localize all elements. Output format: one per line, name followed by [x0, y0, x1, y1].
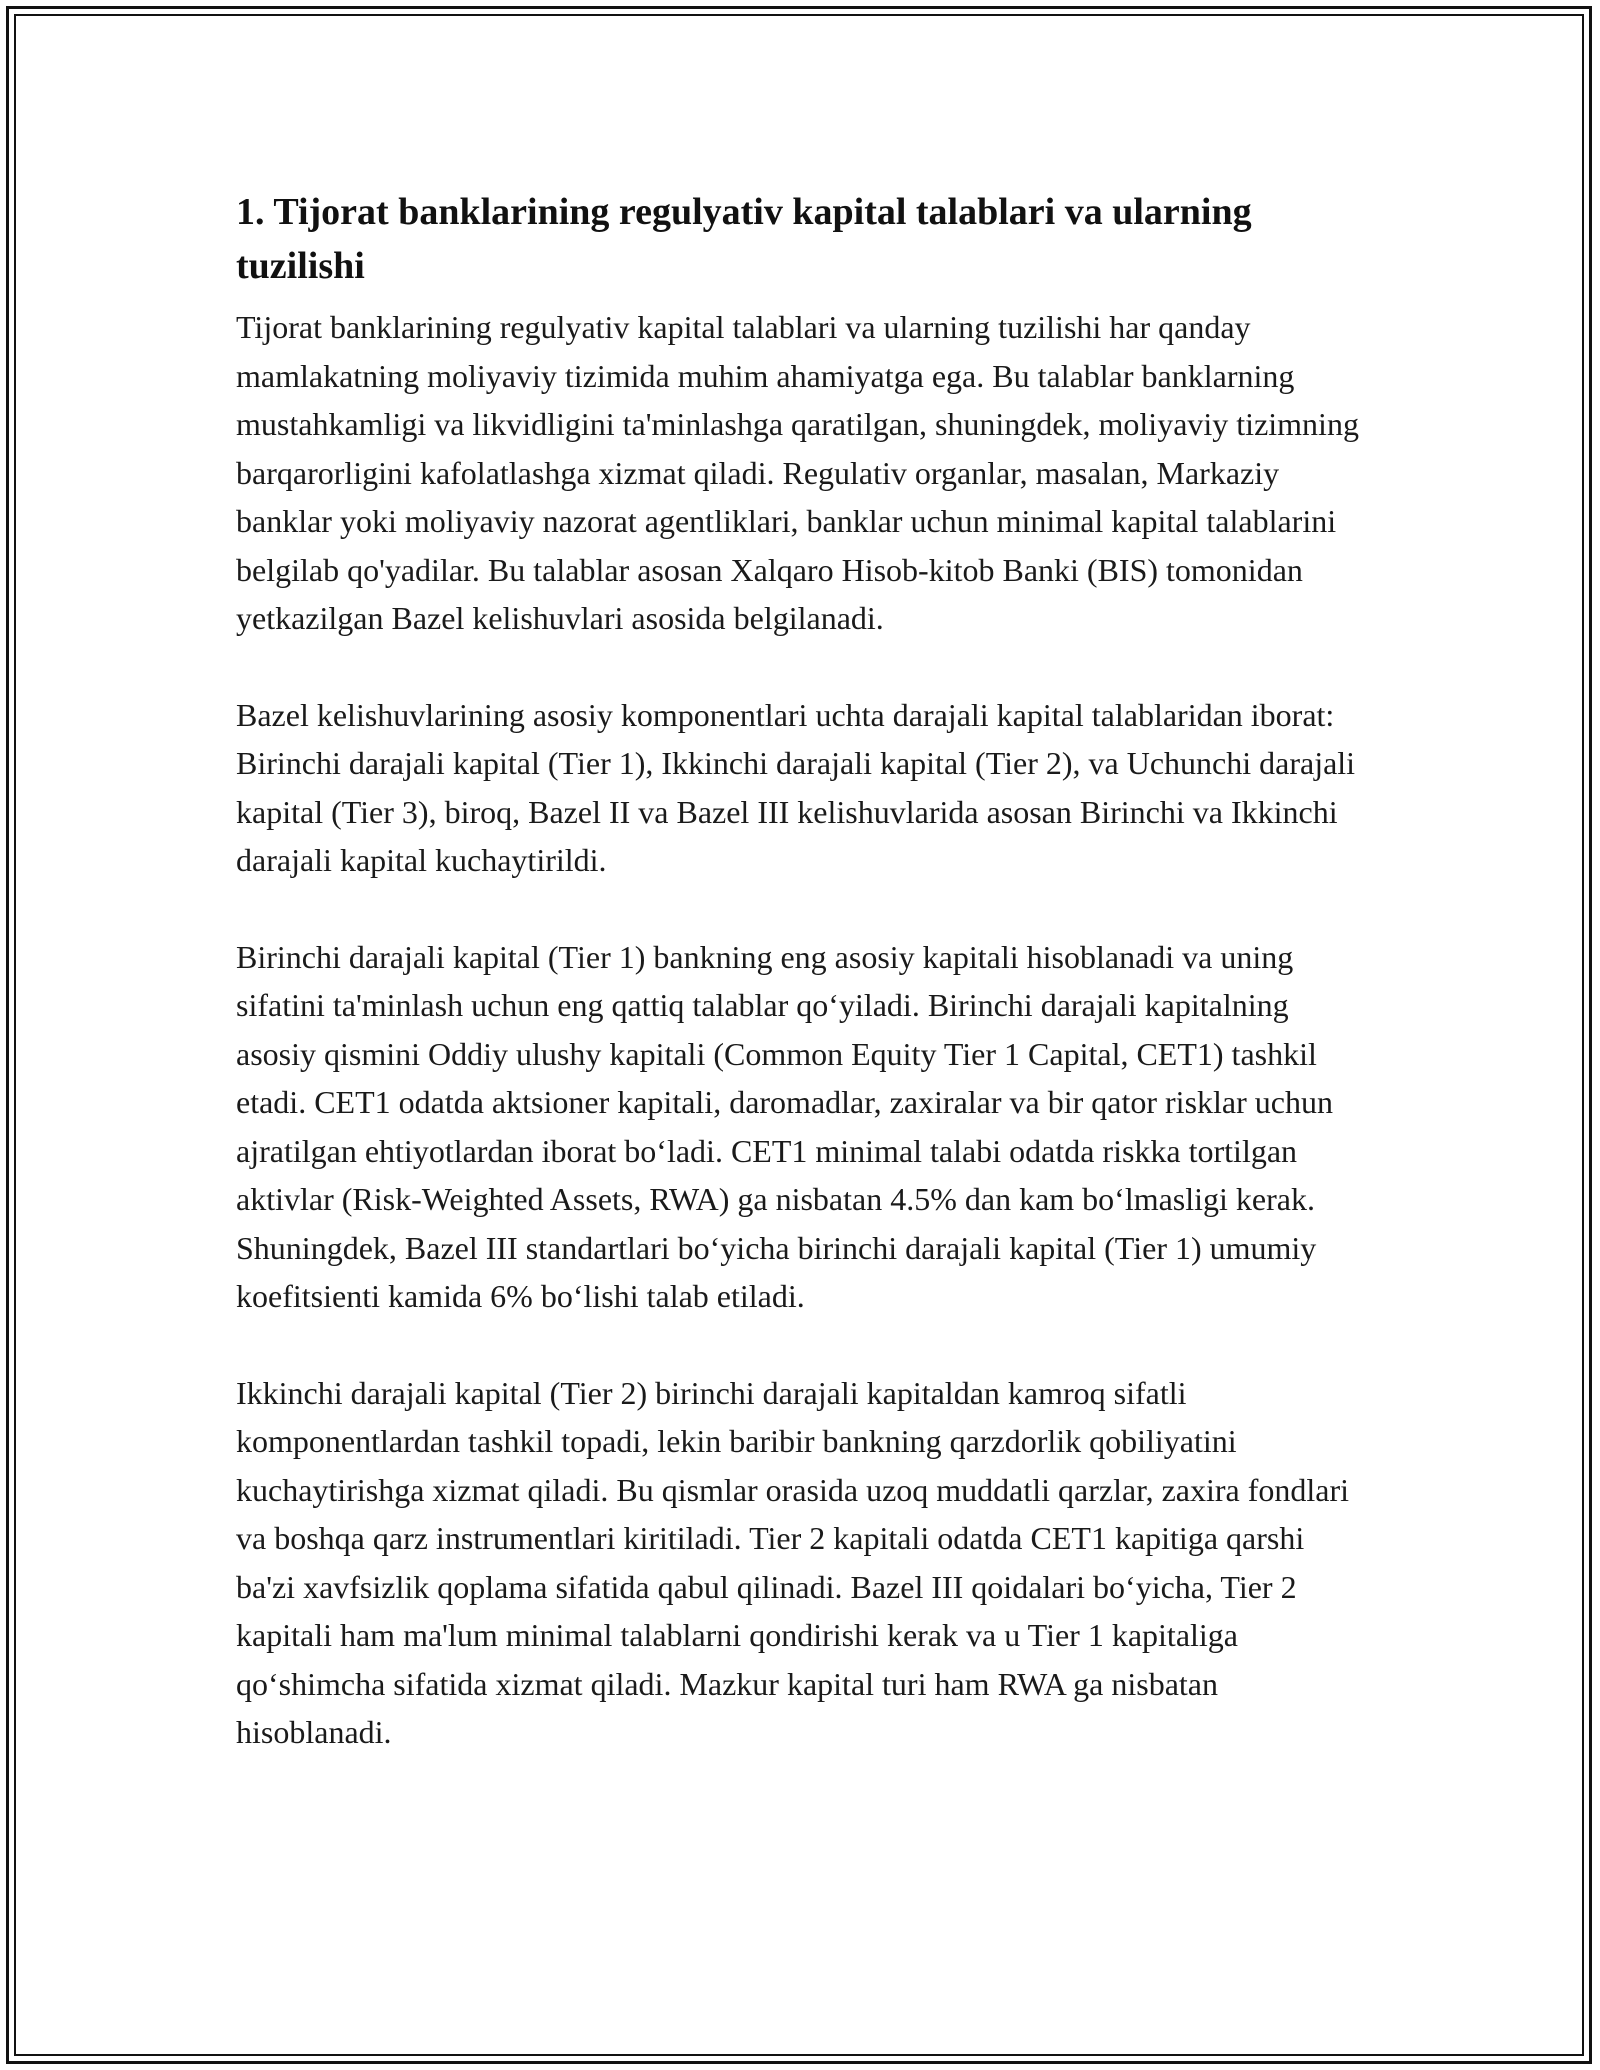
paragraph-tier2: Ikkinchi darajali kapital (Tier 2) birinchi darajali kapitaldan kamroq sifatli komponentlardan tashkil topadi, lekin baribir bankning qarzdorlik qobiliyatini kuchaytirishga xizmat qiladi. Bu qismlar orasida uzoq muddatli qarzlar, zaxira fondlari va boshqa qarz instrumentlari kiritiladi. Tier 2 kapitali odatda CET1 kapitiga qarshi ba'zi xavfsizlik qoplama sifatida qabul qilinadi. Bazel III qoidalari bo‘yicha, Tier 2 kapitali ham ma'lum minimal talablarni qondirishi kerak va u Tier 1 kapitaliga qo‘shimcha sifatida xizmat qiladi. Mazkur kapital turi ham RWA ga nisbatan hisoblanadi. — [236, 1374, 1350, 1750]
paragraph-tier1: Birinchi darajali kapital (Tier 1) bankning eng asosiy kapitali hisoblanadi va uning sifatini ta'minlash uchun eng qattiq talablar qo‘yiladi. Birinchi darajali kapitalning asosiy qismini Oddiy ulushy kapitali (Common Equity Tier 1 Capital, CET1) tashkil etadi. CET1 odatda aktsioner kapitali, daromadlar, zaxiralar va bir qator risklar uchun ajratilgan ehtiyotlardan iborat bo‘ladi. CET1 minimal talabi odatda riskka tortilgan aktivlar (Risk-Weighted Assets, RWA) ga nisbatan 4.5% dan kam bo‘lmasligi kerak. Shuningdek, Bazel III standartlari bo‘yicha birinchi darajali kapital (Tier 1) umumiy koefitsienti kamida 6% bo‘lishi talab etiladi. — [236, 938, 1333, 1314]
document-body — [236, 185, 1366, 1805]
paragraph-intro: Tijorat banklarining regulyativ kapital talablari va ularning tuzilishi har qanday mamlakatning moliyaviy tizimida muhim ahamiyatga ega. Bu talablar banklarning mustahkamligi va likvidligini ta'minlashga qaratilgan, shuningdek, moliyaviy tizimning barqarorligini kafolatlashga xizmat qiladi. Regulativ organlar, masalan, Markaziy banklar yoki moliyaviy nazorat agentliklari, banklar uchun minimal kapital talablarini belgilab qo'yadilar. Bu talablar asosan Xalqaro Hisob-kitob Banki (BIS) tomonidan yetkazilgan Bazel kelishuvlari asosida belgilanadi. — [236, 309, 1359, 636]
section-heading: 1. Tijorat banklarining regulyativ kapital talablari va ularning tuzilishi — [236, 191, 1252, 287]
paragraph-basel-components: Bazel kelishuvlarining asosiy komponentlari uchta darajali kapital talablaridan iborat: Birinchi darajali kapital (Tier 1), Ikkinchi darajali kapital (Tier 2), va Uchunchi darajali kapital (Tier 3), biroq, Bazel II va Bazel III kelishuvlarida asosan Birinchi va Ikkinchi darajali kapital kuchaytirildi. — [236, 696, 1356, 878]
